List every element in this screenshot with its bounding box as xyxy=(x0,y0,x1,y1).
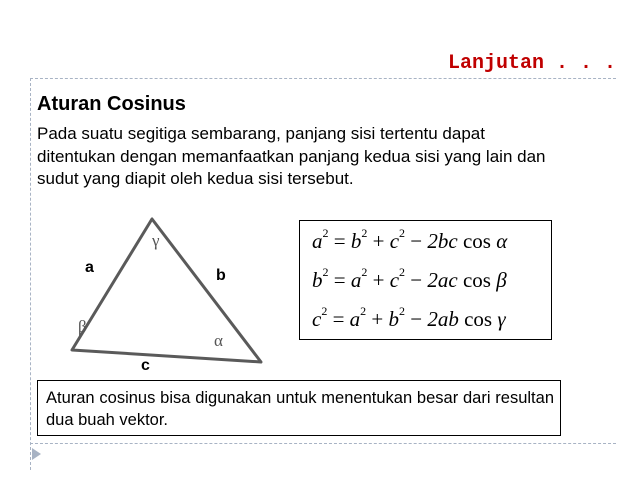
top-divider xyxy=(30,78,616,79)
slide-title: Lanjutan . . . xyxy=(447,52,616,75)
angle-label-alpha: α xyxy=(214,331,223,350)
triangle-shape xyxy=(72,219,261,362)
side-label-b: b xyxy=(216,267,226,284)
formula-row: $b^2 = a^2 + c^2 - 2ac$ cos β xyxy=(312,265,507,292)
formula-box xyxy=(299,220,552,340)
formula-row: $a^2 = b^2 + c^2 - 2bc$ cos α xyxy=(312,226,508,253)
angle-label-gamma: γ xyxy=(152,231,160,250)
triangle-diagram xyxy=(52,214,282,374)
section-paragraph: Pada suatu segitiga sembarang, panjang sisi tertentu dapat ditentukan dengan memanfaatkan panjang kedua sisi yang lain dan sudut yang diapit oleh kedua sisi tersebut. xyxy=(37,124,546,188)
note-box xyxy=(37,380,561,436)
section-heading: Aturan Cosinus xyxy=(37,93,186,115)
angle-label-beta: β xyxy=(78,317,87,336)
side-label-c: c xyxy=(141,357,150,374)
note-text: Aturan cosinus bisa digunakan untuk menentukan besar dari resultan dua buah vektor. xyxy=(46,389,554,429)
bullet-arrow-icon xyxy=(32,448,41,460)
formula-row: $c^2 = a^2 + b^2 - 2ab$ cos γ xyxy=(312,304,506,331)
bottom-divider xyxy=(30,443,616,444)
left-guide-line xyxy=(30,78,31,470)
side-label-a: a xyxy=(85,259,94,276)
